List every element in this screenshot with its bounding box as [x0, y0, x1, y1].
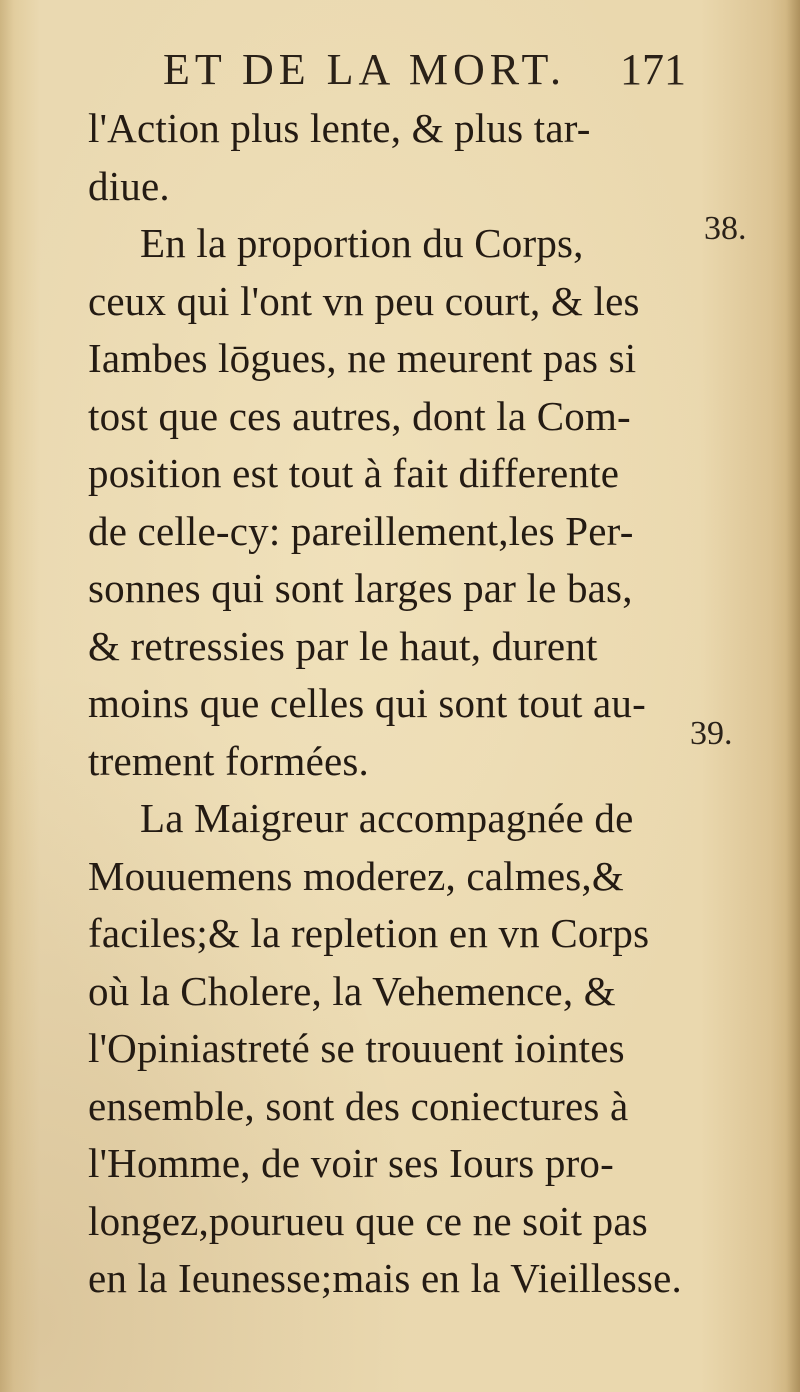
- running-title: ET DE LA MORT.: [163, 45, 567, 94]
- text-line: ceux qui l'ont vn peu court, & les: [88, 277, 640, 324]
- marginal-note-39: 39.: [690, 715, 733, 752]
- text-line: de celle-cy: pareillement,les Per-: [88, 507, 634, 554]
- text-line: en la Ieunesse;mais en la Vieillesse.: [88, 1255, 682, 1301]
- text-line: Mouuemens moderez, calmes,&: [88, 852, 624, 899]
- marginal-note-38: 38.: [704, 210, 747, 247]
- text-line: position est tout à fait differente: [88, 450, 620, 496]
- text-line: longez,pourueu que ce ne soit pas: [88, 1197, 648, 1244]
- paragraph-start-line: La Maigreur accompagnée de: [140, 795, 634, 841]
- text-line: l'Action plus lente, & plus tar-: [88, 105, 591, 151]
- body-text: [88, 100, 688, 1308]
- text-line: & retressies par le haut, durent: [88, 622, 598, 669]
- running-head: [0, 44, 800, 104]
- text-line: faciles;& la repletion en vn Corps: [88, 910, 650, 956]
- text-line: trement formées.: [88, 737, 369, 784]
- text-line: moins que celles qui sont tout au-: [88, 680, 646, 726]
- text-line: ensemble, sont des coniectures à: [88, 1082, 629, 1129]
- text-line: l'Homme, de voir ses Iours pro-: [88, 1140, 614, 1186]
- text-line: l'Opiniastreté se trouuent iointes: [88, 1025, 625, 1071]
- text-line: tost que ces autres, dont la Com-: [88, 392, 631, 439]
- paragraph-start-line: En la proportion du Corps,: [140, 220, 584, 266]
- page-number: 171: [620, 45, 686, 94]
- text-line: sonnes qui sont larges par le bas,: [88, 565, 633, 611]
- text-line: où la Cholere, la Vehemence, &: [88, 967, 616, 1014]
- text-line: Iambes lōgues, ne meurent pas si: [88, 335, 637, 381]
- text-line: diue.: [88, 162, 170, 209]
